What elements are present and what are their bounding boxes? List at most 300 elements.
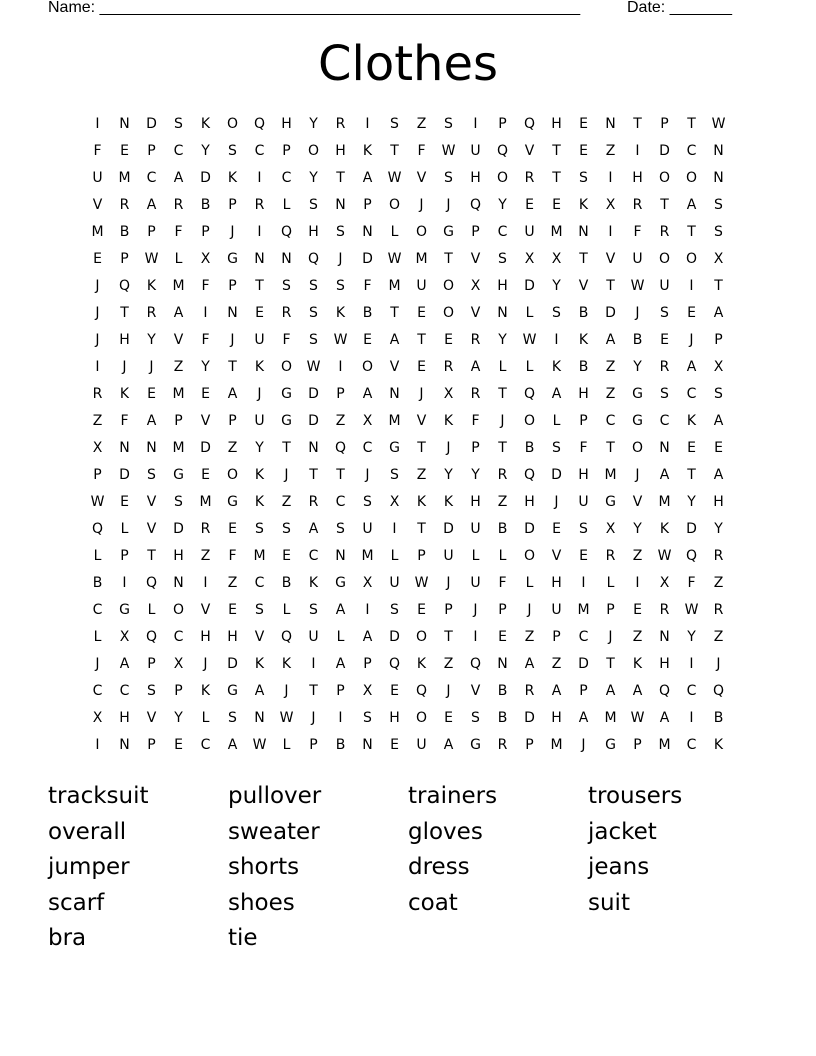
grid-letter[interactable]: F bbox=[687, 575, 696, 591]
grid-letter[interactable]: K bbox=[119, 386, 130, 402]
grid-letter[interactable]: P bbox=[606, 602, 615, 618]
grid-letter[interactable]: V bbox=[416, 170, 427, 186]
grid-letter[interactable]: L bbox=[390, 224, 399, 240]
grid-letter[interactable]: A bbox=[362, 386, 373, 402]
grid-letter[interactable]: Z bbox=[497, 494, 508, 510]
grid-letter[interactable]: B bbox=[362, 305, 373, 321]
grid-letter[interactable]: O bbox=[361, 359, 374, 375]
grid-letter[interactable]: X bbox=[362, 683, 373, 699]
grid-letter[interactable]: R bbox=[335, 116, 346, 132]
grid-letter[interactable]: E bbox=[147, 386, 156, 402]
grid-letter[interactable]: P bbox=[174, 683, 183, 699]
grid-letter[interactable]: D bbox=[308, 386, 319, 402]
grid-letter[interactable]: S bbox=[309, 305, 318, 321]
grid-letter[interactable]: P bbox=[201, 224, 210, 240]
grid-letter[interactable]: J bbox=[95, 332, 100, 348]
grid-letter[interactable]: N bbox=[578, 224, 589, 240]
grid-letter[interactable]: B bbox=[632, 332, 643, 348]
grid-letter[interactable]: E bbox=[687, 440, 696, 456]
grid-letter[interactable]: B bbox=[497, 710, 508, 726]
grid-letter[interactable]: P bbox=[174, 413, 183, 429]
grid-letter[interactable]: I bbox=[635, 575, 640, 591]
grid-letter[interactable]: A bbox=[524, 656, 535, 672]
grid-letter[interactable]: S bbox=[444, 116, 453, 132]
grid-letter[interactable]: E bbox=[120, 143, 129, 159]
grid-letter[interactable]: J bbox=[527, 602, 532, 618]
grid-letter[interactable]: D bbox=[227, 656, 238, 672]
grid-letter[interactable]: J bbox=[554, 494, 559, 510]
grid-letter[interactable]: Z bbox=[605, 359, 616, 375]
grid-letter[interactable]: J bbox=[95, 656, 100, 672]
grid-letter[interactable]: S bbox=[498, 251, 507, 267]
grid-letter[interactable]: S bbox=[336, 521, 345, 537]
grid-letter[interactable]: R bbox=[173, 197, 184, 213]
grid-letter[interactable]: Q bbox=[307, 251, 320, 267]
grid-letter[interactable]: J bbox=[581, 737, 586, 753]
grid-letter[interactable]: P bbox=[147, 656, 156, 672]
grid-letter[interactable]: H bbox=[713, 494, 724, 510]
grid-letter[interactable]: H bbox=[551, 710, 562, 726]
grid-letter[interactable]: E bbox=[201, 386, 210, 402]
grid-letter[interactable]: H bbox=[551, 116, 562, 132]
grid-letter[interactable]: X bbox=[389, 494, 400, 510]
grid-letter[interactable]: P bbox=[147, 737, 156, 753]
grid-letter[interactable]: K bbox=[416, 494, 427, 510]
grid-letter[interactable]: H bbox=[119, 332, 130, 348]
grid-letter[interactable]: T bbox=[579, 251, 588, 267]
grid-letter[interactable]: V bbox=[254, 629, 265, 645]
grid-letter[interactable]: O bbox=[388, 197, 401, 213]
grid-letter[interactable]: N bbox=[335, 197, 346, 213]
grid-letter[interactable]: M bbox=[415, 251, 428, 267]
grid-letter[interactable]: Z bbox=[713, 629, 724, 645]
grid-letter[interactable]: U bbox=[389, 575, 400, 591]
grid-letter[interactable]: C bbox=[92, 683, 103, 699]
grid-letter[interactable]: T bbox=[606, 656, 615, 672]
grid-letter[interactable]: S bbox=[282, 521, 291, 537]
grid-letter[interactable]: W bbox=[630, 710, 645, 726]
grid-letter[interactable]: S bbox=[255, 602, 264, 618]
grid-letter[interactable]: M bbox=[388, 278, 401, 294]
grid-letter[interactable]: R bbox=[713, 602, 724, 618]
grid-letter[interactable]: H bbox=[551, 575, 562, 591]
grid-letter[interactable]: T bbox=[606, 440, 615, 456]
grid-letter[interactable]: M bbox=[604, 467, 617, 483]
grid-letter[interactable]: P bbox=[93, 467, 102, 483]
grid-letter[interactable]: F bbox=[363, 278, 372, 294]
grid-letter[interactable]: S bbox=[255, 521, 264, 537]
grid-letter[interactable]: Y bbox=[147, 332, 156, 348]
grid-letter[interactable]: B bbox=[92, 575, 103, 591]
grid-letter[interactable]: K bbox=[578, 332, 589, 348]
grid-letter[interactable]: S bbox=[579, 170, 588, 186]
grid-letter[interactable]: X bbox=[119, 629, 130, 645]
grid-letter[interactable]: D bbox=[389, 629, 400, 645]
grid-letter[interactable]: N bbox=[254, 251, 265, 267]
grid-letter[interactable]: N bbox=[362, 224, 373, 240]
grid-letter[interactable]: J bbox=[500, 413, 505, 429]
grid-letter[interactable]: R bbox=[254, 197, 265, 213]
grid-letter[interactable]: U bbox=[551, 602, 562, 618]
grid-letter[interactable]: H bbox=[281, 116, 292, 132]
grid-letter[interactable]: R bbox=[470, 386, 481, 402]
grid-letter[interactable]: P bbox=[714, 332, 723, 348]
grid-letter[interactable]: V bbox=[200, 413, 211, 429]
grid-letter[interactable]: L bbox=[390, 548, 399, 564]
grid-letter[interactable]: E bbox=[417, 305, 426, 321]
grid-letter[interactable]: W bbox=[684, 602, 699, 618]
grid-letter[interactable]: U bbox=[470, 143, 481, 159]
grid-letter[interactable]: H bbox=[119, 710, 130, 726]
grid-letter[interactable]: J bbox=[230, 224, 235, 240]
grid-letter[interactable]: H bbox=[659, 656, 670, 672]
grid-letter[interactable]: A bbox=[659, 467, 670, 483]
grid-letter[interactable]: A bbox=[470, 359, 481, 375]
grid-letter[interactable]: T bbox=[336, 467, 345, 483]
grid-letter[interactable]: E bbox=[633, 602, 642, 618]
grid-letter[interactable]: F bbox=[201, 332, 210, 348]
grid-letter[interactable]: R bbox=[92, 386, 103, 402]
grid-letter[interactable]: N bbox=[497, 305, 508, 321]
grid-letter[interactable]: V bbox=[470, 251, 481, 267]
grid-letter[interactable]: T bbox=[498, 440, 507, 456]
grid-letter[interactable]: X bbox=[362, 575, 373, 591]
grid-letter[interactable]: G bbox=[470, 737, 481, 753]
grid-letter[interactable]: L bbox=[120, 521, 129, 537]
grid-letter[interactable]: W bbox=[711, 116, 726, 132]
grid-letter[interactable]: L bbox=[498, 359, 507, 375]
grid-letter[interactable]: J bbox=[203, 656, 208, 672]
grid-letter[interactable]: Z bbox=[281, 494, 292, 510]
grid-letter[interactable]: L bbox=[606, 575, 615, 591]
grid-letter[interactable]: K bbox=[551, 359, 562, 375]
grid-letter[interactable]: O bbox=[523, 548, 536, 564]
grid-letter[interactable]: R bbox=[200, 521, 211, 537]
grid-letter[interactable]: A bbox=[443, 737, 454, 753]
grid-letter[interactable]: T bbox=[390, 143, 399, 159]
grid-letter[interactable]: L bbox=[498, 548, 507, 564]
grid-letter[interactable]: Q bbox=[334, 440, 347, 456]
grid-letter[interactable]: A bbox=[362, 170, 373, 186]
grid-letter[interactable]: P bbox=[228, 278, 237, 294]
grid-letter[interactable]: R bbox=[281, 305, 292, 321]
grid-letter[interactable]: L bbox=[282, 602, 291, 618]
grid-letter[interactable]: P bbox=[147, 224, 156, 240]
grid-letter[interactable]: Q bbox=[280, 629, 293, 645]
grid-letter[interactable]: F bbox=[633, 224, 642, 240]
grid-letter[interactable]: A bbox=[362, 629, 373, 645]
grid-letter[interactable]: Q bbox=[415, 683, 428, 699]
grid-letter[interactable]: K bbox=[686, 413, 697, 429]
grid-letter[interactable]: Z bbox=[92, 413, 103, 429]
grid-letter[interactable]: E bbox=[525, 197, 534, 213]
grid-letter[interactable]: J bbox=[149, 359, 154, 375]
grid-letter[interactable]: F bbox=[93, 143, 102, 159]
grid-letter[interactable]: J bbox=[446, 575, 451, 591]
grid-letter[interactable]: O bbox=[685, 251, 698, 267]
grid-letter[interactable]: U bbox=[632, 251, 643, 267]
grid-letter[interactable]: P bbox=[228, 197, 237, 213]
grid-letter[interactable]: S bbox=[147, 683, 156, 699]
grid-letter[interactable]: E bbox=[255, 305, 264, 321]
grid-letter[interactable]: O bbox=[415, 629, 428, 645]
grid-letter[interactable]: Y bbox=[687, 629, 696, 645]
grid-letter[interactable]: O bbox=[685, 170, 698, 186]
grid-letter[interactable]: A bbox=[632, 683, 643, 699]
grid-letter[interactable]: F bbox=[228, 548, 237, 564]
grid-letter[interactable]: M bbox=[91, 224, 104, 240]
grid-letter[interactable]: N bbox=[497, 656, 508, 672]
grid-letter[interactable]: F bbox=[282, 332, 291, 348]
grid-letter[interactable]: I bbox=[122, 575, 127, 591]
grid-letter[interactable]: K bbox=[200, 683, 211, 699]
grid-letter[interactable]: E bbox=[444, 332, 453, 348]
grid-letter[interactable]: H bbox=[497, 278, 508, 294]
grid-letter[interactable]: N bbox=[335, 548, 346, 564]
grid-letter[interactable]: V bbox=[632, 494, 643, 510]
grid-letter[interactable]: M bbox=[118, 170, 131, 186]
grid-letter[interactable]: T bbox=[444, 629, 453, 645]
grid-letter[interactable]: L bbox=[336, 629, 345, 645]
grid-letter[interactable]: I bbox=[257, 170, 262, 186]
grid-letter[interactable]: P bbox=[552, 629, 561, 645]
grid-letter[interactable]: R bbox=[119, 197, 130, 213]
grid-letter[interactable]: D bbox=[119, 467, 130, 483]
grid-letter[interactable]: Y bbox=[552, 278, 561, 294]
grid-letter[interactable]: K bbox=[443, 413, 454, 429]
grid-letter[interactable]: R bbox=[632, 197, 643, 213]
grid-letter[interactable]: A bbox=[227, 386, 238, 402]
grid-letter[interactable]: W bbox=[279, 710, 294, 726]
grid-letter[interactable]: W bbox=[144, 251, 159, 267]
grid-letter[interactable]: Q bbox=[523, 116, 536, 132]
grid-letter[interactable]: N bbox=[362, 737, 373, 753]
grid-letter[interactable]: G bbox=[227, 251, 238, 267]
grid-letter[interactable]: M bbox=[388, 413, 401, 429]
grid-letter[interactable]: I bbox=[257, 224, 262, 240]
grid-letter[interactable]: K bbox=[200, 116, 211, 132]
grid-letter[interactable]: S bbox=[390, 602, 399, 618]
grid-letter[interactable]: C bbox=[254, 575, 265, 591]
grid-letter[interactable]: R bbox=[497, 467, 508, 483]
grid-letter[interactable]: J bbox=[419, 386, 424, 402]
grid-letter[interactable]: I bbox=[392, 521, 397, 537]
grid-letter[interactable]: W bbox=[90, 494, 105, 510]
grid-letter[interactable]: H bbox=[200, 629, 211, 645]
grid-letter[interactable]: K bbox=[146, 278, 157, 294]
grid-letter[interactable]: H bbox=[389, 710, 400, 726]
grid-letter[interactable]: R bbox=[497, 737, 508, 753]
grid-letter[interactable]: J bbox=[716, 656, 721, 672]
grid-letter[interactable]: F bbox=[579, 440, 588, 456]
grid-letter[interactable]: O bbox=[658, 251, 671, 267]
grid-letter[interactable]: J bbox=[311, 710, 316, 726]
grid-letter[interactable]: Y bbox=[309, 170, 318, 186]
grid-letter[interactable]: J bbox=[608, 629, 613, 645]
grid-letter[interactable]: D bbox=[362, 251, 373, 267]
grid-letter[interactable]: Y bbox=[201, 143, 210, 159]
grid-letter[interactable]: L bbox=[282, 197, 291, 213]
grid-letter[interactable]: M bbox=[199, 494, 212, 510]
grid-letter[interactable]: S bbox=[390, 116, 399, 132]
word-search-grid[interactable] bbox=[84, 111, 732, 759]
grid-letter[interactable]: V bbox=[146, 494, 157, 510]
grid-letter[interactable]: T bbox=[417, 332, 426, 348]
grid-letter[interactable]: L bbox=[147, 602, 156, 618]
grid-letter[interactable]: N bbox=[308, 440, 319, 456]
grid-letter[interactable]: C bbox=[119, 683, 130, 699]
grid-letter[interactable]: R bbox=[659, 359, 670, 375]
grid-letter[interactable]: D bbox=[524, 521, 535, 537]
grid-letter[interactable]: E bbox=[660, 332, 669, 348]
grid-letter[interactable]: N bbox=[659, 440, 670, 456]
grid-letter[interactable]: P bbox=[417, 548, 426, 564]
grid-letter[interactable]: C bbox=[686, 386, 697, 402]
grid-letter[interactable]: K bbox=[254, 656, 265, 672]
grid-letter[interactable]: E bbox=[444, 710, 453, 726]
grid-letter[interactable]: L bbox=[174, 251, 183, 267]
grid-letter[interactable]: V bbox=[92, 197, 103, 213]
grid-letter[interactable]: X bbox=[362, 413, 373, 429]
grid-letter[interactable]: C bbox=[281, 170, 292, 186]
grid-letter[interactable]: U bbox=[470, 521, 481, 537]
grid-letter[interactable]: T bbox=[606, 278, 615, 294]
grid-letter[interactable]: E bbox=[552, 197, 561, 213]
grid-letter[interactable]: Z bbox=[605, 386, 616, 402]
grid-letter[interactable]: A bbox=[605, 683, 616, 699]
grid-letter[interactable]: N bbox=[119, 116, 130, 132]
grid-letter[interactable]: T bbox=[309, 683, 318, 699]
grid-letter[interactable]: O bbox=[172, 602, 185, 618]
grid-letter[interactable]: O bbox=[280, 359, 293, 375]
grid-letter[interactable]: H bbox=[335, 143, 346, 159]
grid-letter[interactable]: C bbox=[659, 413, 670, 429]
grid-letter[interactable]: N bbox=[227, 305, 238, 321]
grid-letter[interactable]: A bbox=[659, 710, 670, 726]
grid-letter[interactable]: V bbox=[173, 332, 184, 348]
grid-letter[interactable]: J bbox=[365, 467, 370, 483]
grid-letter[interactable]: S bbox=[309, 332, 318, 348]
grid-letter[interactable]: Q bbox=[712, 683, 725, 699]
grid-letter[interactable]: L bbox=[282, 737, 291, 753]
grid-letter[interactable]: V bbox=[416, 413, 427, 429]
grid-letter[interactable]: Z bbox=[227, 575, 238, 591]
grid-letter[interactable]: F bbox=[417, 143, 426, 159]
grid-letter[interactable]: I bbox=[95, 116, 100, 132]
grid-letter[interactable]: P bbox=[579, 683, 588, 699]
grid-letter[interactable]: E bbox=[390, 737, 399, 753]
grid-letter[interactable]: J bbox=[446, 683, 451, 699]
grid-letter[interactable]: G bbox=[605, 494, 616, 510]
grid-letter[interactable]: O bbox=[496, 170, 509, 186]
grid-letter[interactable]: M bbox=[550, 224, 563, 240]
grid-letter[interactable]: Z bbox=[416, 116, 427, 132]
grid-letter[interactable]: E bbox=[201, 467, 210, 483]
grid-letter[interactable]: E bbox=[120, 494, 129, 510]
grid-letter[interactable]: L bbox=[525, 575, 534, 591]
grid-letter[interactable]: M bbox=[172, 278, 185, 294]
grid-letter[interactable]: Q bbox=[685, 548, 698, 564]
grid-letter[interactable]: C bbox=[254, 143, 265, 159]
grid-letter[interactable]: C bbox=[92, 602, 103, 618]
grid-letter[interactable]: P bbox=[120, 251, 129, 267]
grid-letter[interactable]: A bbox=[146, 197, 157, 213]
grid-letter[interactable]: O bbox=[307, 143, 320, 159]
grid-letter[interactable]: G bbox=[119, 602, 130, 618]
grid-letter[interactable]: O bbox=[442, 278, 455, 294]
grid-letter[interactable]: J bbox=[338, 251, 343, 267]
grid-letter[interactable]: Y bbox=[309, 116, 318, 132]
grid-letter[interactable]: X bbox=[173, 656, 184, 672]
grid-letter[interactable]: Z bbox=[605, 143, 616, 159]
grid-letter[interactable]: E bbox=[93, 251, 102, 267]
grid-letter[interactable]: U bbox=[92, 170, 103, 186]
grid-letter[interactable]: S bbox=[336, 224, 345, 240]
grid-letter[interactable]: T bbox=[417, 521, 426, 537]
grid-letter[interactable]: I bbox=[338, 359, 343, 375]
grid-letter[interactable]: J bbox=[284, 467, 289, 483]
grid-letter[interactable]: P bbox=[363, 656, 372, 672]
grid-letter[interactable]: W bbox=[522, 332, 537, 348]
grid-letter[interactable]: T bbox=[417, 440, 426, 456]
grid-letter[interactable]: C bbox=[362, 440, 373, 456]
grid-letter[interactable]: U bbox=[254, 413, 265, 429]
grid-letter[interactable]: J bbox=[689, 332, 694, 348]
grid-letter[interactable]: S bbox=[228, 710, 237, 726]
grid-letter[interactable]: M bbox=[172, 386, 185, 402]
grid-letter[interactable]: B bbox=[200, 197, 211, 213]
grid-letter[interactable]: I bbox=[203, 575, 208, 591]
grid-letter[interactable]: Z bbox=[551, 656, 562, 672]
grid-letter[interactable]: K bbox=[227, 170, 238, 186]
grid-letter[interactable]: J bbox=[95, 305, 100, 321]
grid-letter[interactable]: B bbox=[497, 683, 508, 699]
grid-letter[interactable]: Q bbox=[118, 278, 131, 294]
grid-letter[interactable]: Y bbox=[471, 467, 480, 483]
grid-letter[interactable]: K bbox=[254, 359, 265, 375]
grid-letter[interactable]: T bbox=[687, 116, 696, 132]
grid-letter[interactable]: I bbox=[473, 116, 478, 132]
grid-letter[interactable]: K bbox=[713, 737, 724, 753]
grid-letter[interactable]: X bbox=[659, 575, 670, 591]
grid-letter[interactable]: O bbox=[226, 116, 239, 132]
grid-letter[interactable]: P bbox=[525, 737, 534, 753]
grid-letter[interactable]: Q bbox=[496, 143, 509, 159]
grid-letter[interactable]: A bbox=[173, 305, 184, 321]
grid-letter[interactable]: Y bbox=[633, 359, 642, 375]
grid-letter[interactable]: Y bbox=[174, 710, 183, 726]
grid-letter[interactable]: N bbox=[659, 629, 670, 645]
grid-letter[interactable]: I bbox=[311, 656, 316, 672]
grid-letter[interactable]: W bbox=[387, 251, 402, 267]
grid-letter[interactable]: P bbox=[363, 197, 372, 213]
grid-letter[interactable]: U bbox=[362, 521, 373, 537]
grid-letter[interactable]: Q bbox=[280, 224, 293, 240]
grid-letter[interactable]: B bbox=[335, 737, 346, 753]
grid-letter[interactable]: H bbox=[227, 629, 238, 645]
grid-letter[interactable]: E bbox=[579, 116, 588, 132]
grid-letter[interactable]: A bbox=[578, 710, 589, 726]
grid-letter[interactable]: C bbox=[173, 143, 184, 159]
grid-letter[interactable]: M bbox=[604, 710, 617, 726]
grid-letter[interactable]: A bbox=[308, 521, 319, 537]
grid-letter[interactable]: H bbox=[173, 548, 184, 564]
grid-letter[interactable]: V bbox=[200, 602, 211, 618]
grid-letter[interactable]: V bbox=[470, 683, 481, 699]
grid-letter[interactable]: Y bbox=[687, 494, 696, 510]
grid-letter[interactable]: R bbox=[443, 359, 454, 375]
grid-letter[interactable]: W bbox=[387, 170, 402, 186]
